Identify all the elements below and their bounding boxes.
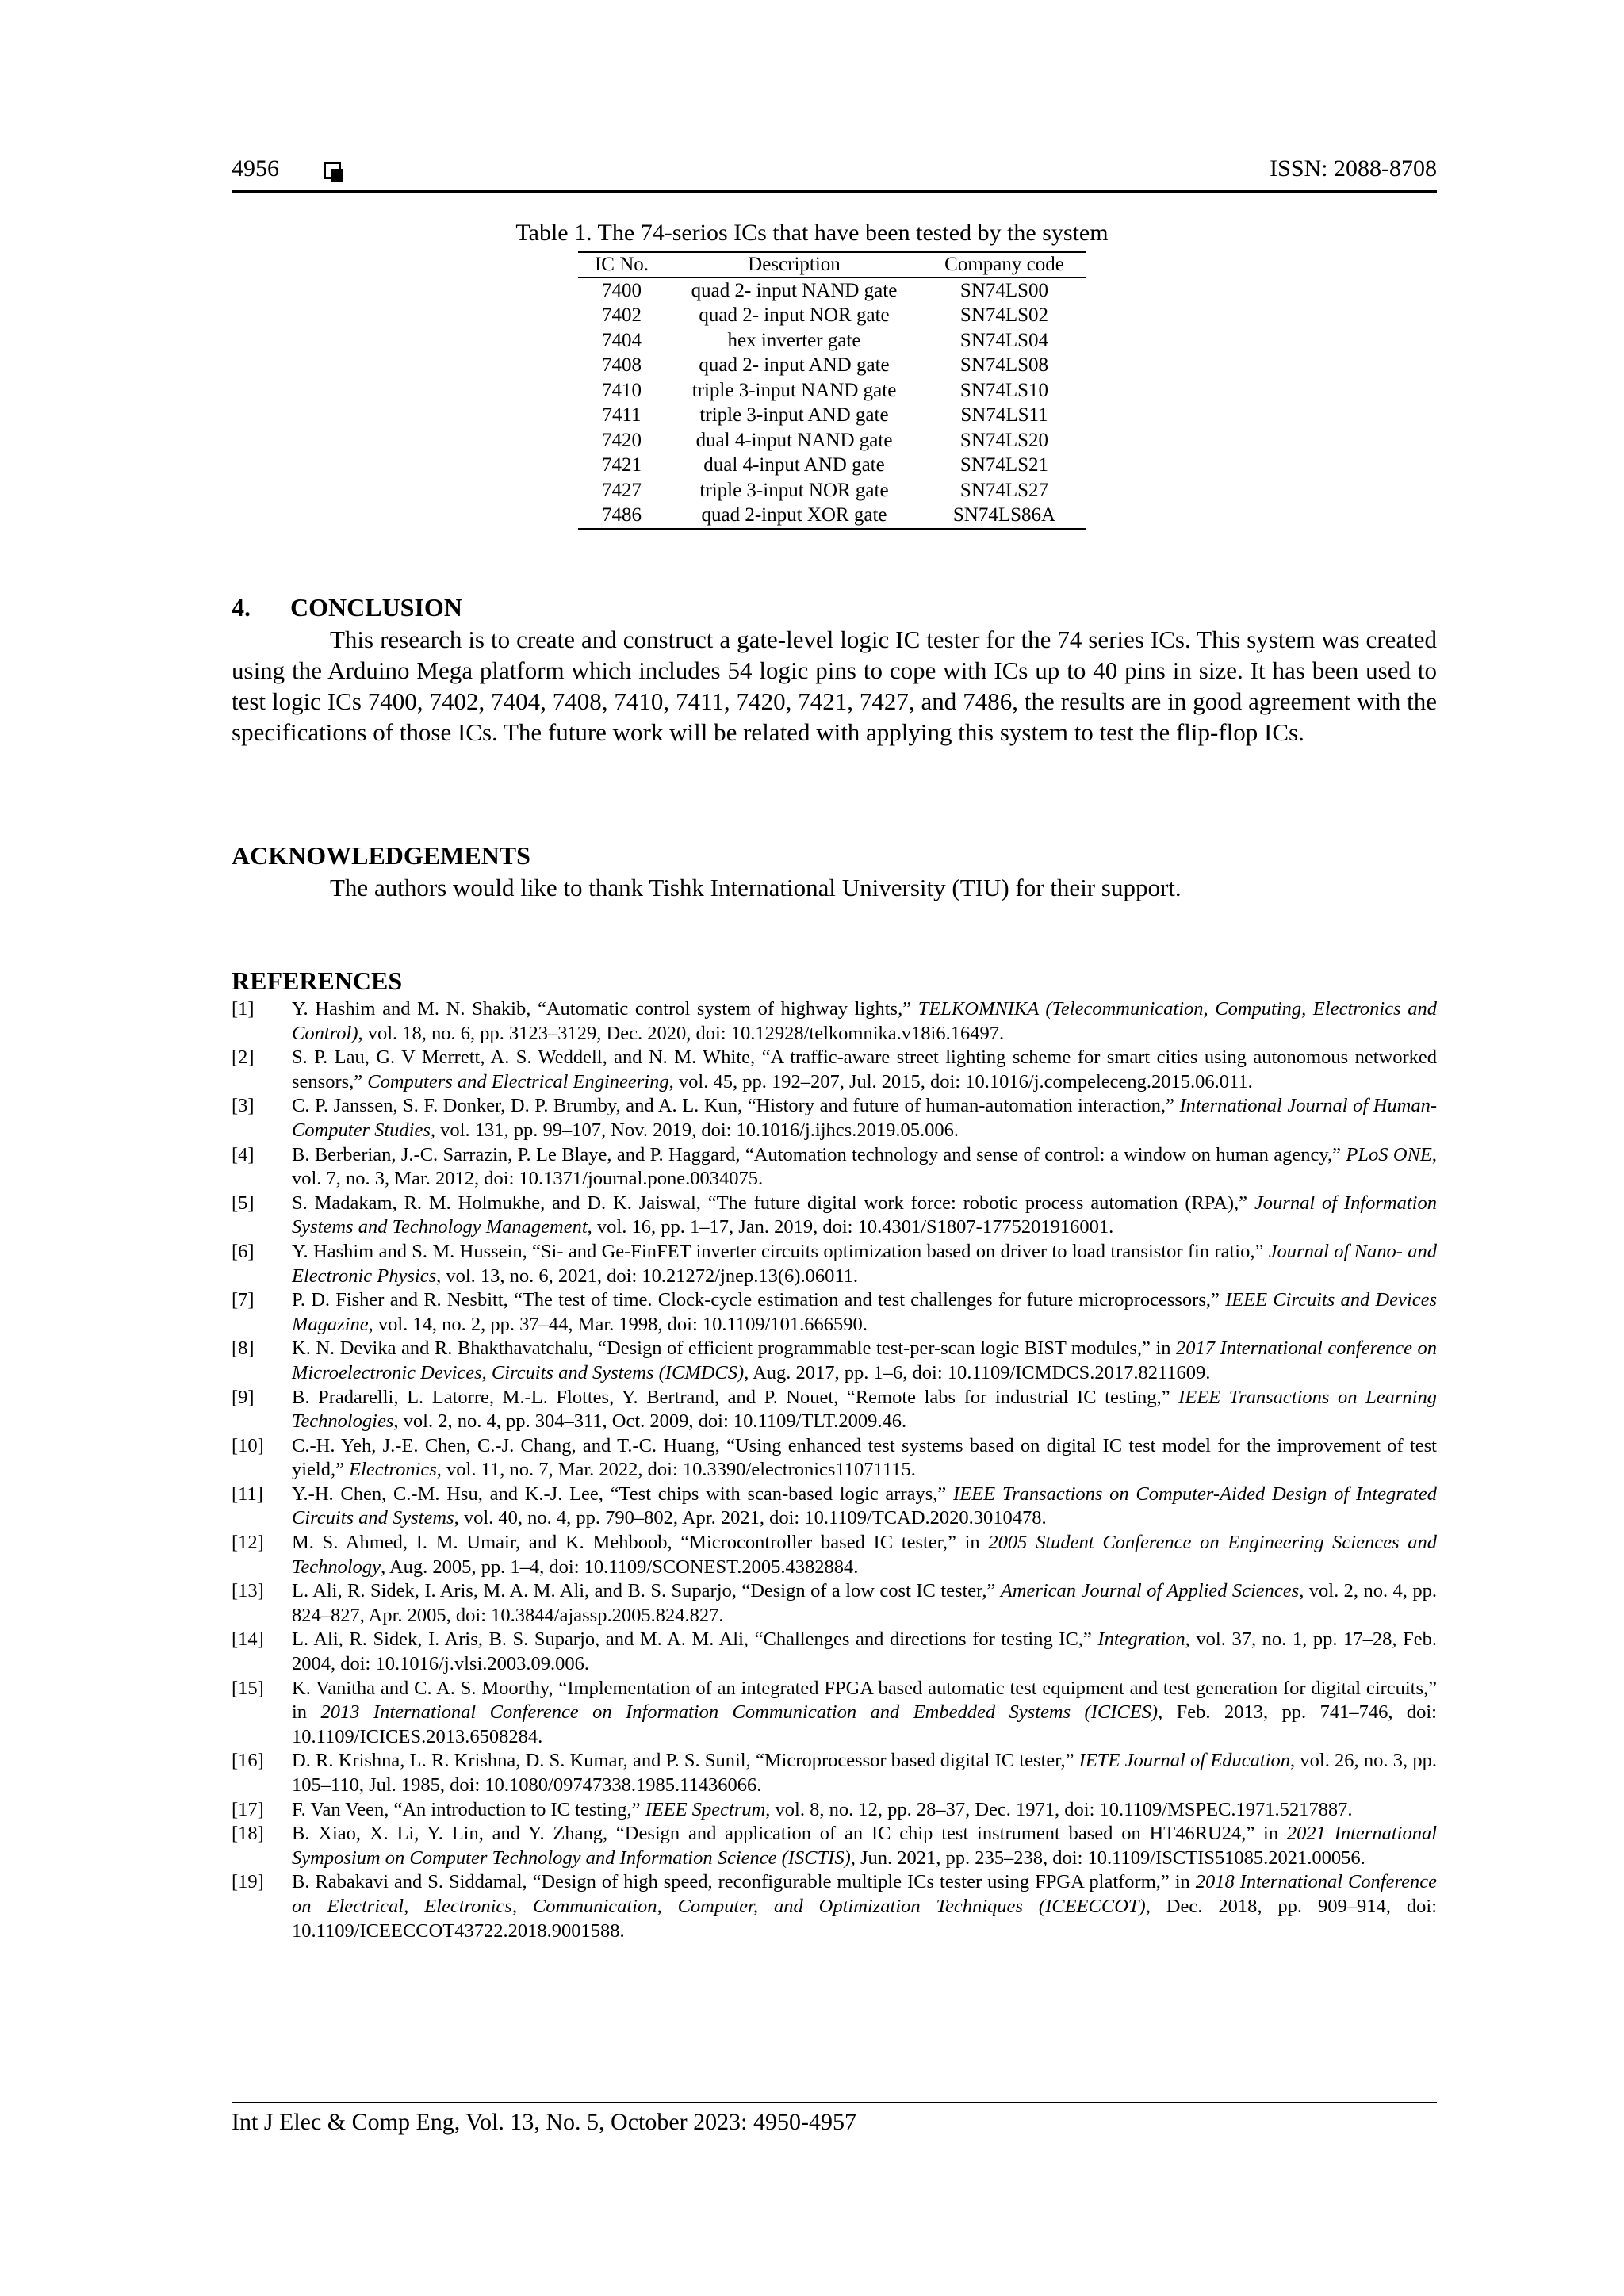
reference-number: [10]	[232, 1434, 264, 1456]
reference-details: , vol. 13, no. 6, 2021, doi: 10.21272/jnep.13(6).06011.	[436, 1265, 859, 1287]
company-code-cell: SN74LS20	[959, 429, 1049, 451]
reference-number: [14]	[232, 1628, 264, 1651]
table-row	[578, 304, 1086, 329]
company-code-cell: SN74LS04	[959, 329, 1049, 351]
reference-text: D. R. Krishna, L. R. Krishna, D. S. Kumar, and P. S. Sunil, “Microprocessor based digital IC tester,”	[292, 1750, 1079, 1772]
reference-source: American Journal of Applied Sciences	[1000, 1580, 1300, 1602]
reference-item	[232, 1288, 1437, 1337]
ic-number-cell: 7402	[602, 304, 642, 327]
reference-number: [11]	[232, 1483, 263, 1505]
reference-text: K. N. Devika and R. Bhakthavatchalu, “Design of efficient programmable test-per-scan logic BIST modules,” in	[292, 1337, 1177, 1360]
reference-number: [9]	[232, 1386, 255, 1408]
reference-item	[232, 1677, 1437, 1750]
reference-source: IEEE Spectrum	[645, 1798, 766, 1820]
reference-details: , vol. 26, no. 3, pp. 105–110, Jul. 1985, doi: 10.1080/09747338.1985.11436066.	[292, 1750, 1437, 1796]
company-code-cell: SN74LS86A	[923, 503, 1086, 530]
square-bullet-icon	[324, 162, 341, 179]
reference-source: TELKOMNIKA (Telecommunication, Computing, Electronics and Control)	[292, 998, 1437, 1044]
reference-item	[232, 1749, 1437, 1797]
description-cell: quad 2- input AND gate	[699, 354, 890, 377]
reference-source: Integration	[1097, 1628, 1185, 1651]
reference-details: , vol. 40, no. 4, pp. 790–802, Apr. 2021, doi: 10.1109/TCAD.2020.3010478.	[454, 1507, 1047, 1529]
description-cell: hex inverter gate	[727, 329, 861, 351]
page-number: 4956	[232, 155, 279, 182]
reference-number: [13]	[232, 1580, 264, 1602]
reference-number: [18]	[232, 1823, 264, 1845]
company-code-cell: SN74LS10	[959, 379, 1049, 401]
acknowledgements-text: The authors would like to thank Tishk International University (TIU) for their support.	[330, 874, 1182, 901]
reference-source: 2018 International Conference on Electrical, Electronics, Communication, Computer, and Optimization Techniques (ICEECCOT)	[292, 1871, 1437, 1917]
description-cell: dual 4-input AND gate	[703, 454, 885, 476]
table-row	[578, 277, 1086, 304]
conclusion-heading	[232, 593, 462, 622]
page-footer: Int J Elec & Comp Eng, Vol. 13, No. 5, October 2023: 4950-4957	[232, 2109, 856, 2135]
reference-source: 2005 Student Conference on Engineering Sciences and Technology	[292, 1532, 1438, 1578]
table-caption: Table 1. The 74-serios ICs that have been tested by the system	[515, 220, 1109, 246]
company-code-cell: SN74LS27	[959, 479, 1049, 501]
table-row	[578, 328, 1086, 354]
reference-item	[232, 1046, 1437, 1094]
reference-item	[232, 1240, 1437, 1288]
ic-table	[578, 251, 1086, 530]
references-heading: REFERENCES	[232, 966, 403, 995]
reference-details: , Dec. 2018, pp. 909–914, doi: 10.1109/ICEECCOT43722.2018.9001588.	[292, 1895, 1437, 1942]
reference-number: [4]	[232, 1143, 255, 1165]
reference-item	[232, 1192, 1437, 1240]
reference-item	[232, 997, 1437, 1046]
reference-details: , vol. 2, no. 4, pp. 824–827, Apr. 2005, doi: 10.3844/ajassp.2005.824.827.	[292, 1580, 1437, 1626]
company-code-cell: SN74LS11	[960, 404, 1048, 427]
reference-details: , Feb. 2013, pp. 741–746, doi: 10.1109/ICICES.2013.6508284.	[292, 1701, 1437, 1747]
reference-text: M. S. Ahmed, I. M. Umair, and K. Mehboob, “Microcontroller based IC tester,” in	[292, 1532, 989, 1554]
reference-details: , vol. 2, no. 4, pp. 304–311, Oct. 2009, doi: 10.1109/TLT.2009.46.	[393, 1410, 907, 1433]
reference-details: , vol. 11, no. 7, Mar. 2022, doi: 10.3390/electronics11071115.	[436, 1459, 916, 1481]
ic-number-cell: 7404	[602, 329, 642, 351]
reference-text: Y. Hashim and S. M. Hussein, “Si- and Ge-FinFET inverter circuits optimization based on driver to load transistor fin ratio,”	[292, 1240, 1269, 1262]
footer-rule	[232, 2102, 1437, 2103]
reference-number: [7]	[232, 1289, 255, 1311]
section-number: 4.	[232, 593, 251, 622]
reference-text: L. Ali, R. Sidek, I. Aris, M. A. M. Ali, and B. S. Suparjo, “Design of a low cost IC tester,”	[292, 1580, 1001, 1602]
ic-number-cell: 7486	[578, 503, 665, 530]
description-cell: dual 4-input NAND gate	[695, 429, 893, 451]
table-row	[578, 503, 1086, 530]
reference-text: C.-H. Yeh, J.-E. Chen, C.-J. Chang, and T.-C. Huang, “Using enhanced test systems based on digital IC test model for the improvement of test yield,”	[292, 1434, 1437, 1481]
reference-source: Journal of Information Systems and Technology Management	[292, 1192, 1437, 1238]
column-header: Company code	[923, 252, 1086, 277]
description-cell: quad 2- input NAND gate	[691, 279, 898, 301]
reference-details: , vol. 14, no. 2, pp. 37–44, Mar. 1998, doi: 10.1109/101.666590.	[368, 1313, 868, 1335]
reference-details: , vol. 45, pp. 192–207, Jul. 2015, doi: 10.1016/j.compeleceng.2015.06.011.	[668, 1070, 1253, 1093]
ic-number-cell: 7408	[602, 354, 642, 377]
reference-details: , vol. 18, no. 6, pp. 3123–3129, Dec. 2020, doi: 10.12928/telkomnika.v18i6.16497.	[358, 1022, 1005, 1044]
reference-item	[232, 1143, 1437, 1192]
reference-text: Y.-H. Chen, C.-M. Hsu, and K.-J. Lee, “Test chips with scan-based logic arrays,”	[292, 1483, 954, 1505]
table-row	[578, 404, 1086, 429]
table-row	[578, 354, 1086, 379]
issn-label: ISSN: 2088-8708	[1270, 155, 1437, 182]
reference-source: IEEE Transactions on Learning Technologies	[292, 1386, 1437, 1433]
reference-text: B. Berberian, J.-C. Sarrazin, P. Le Blaye, and P. Haggard, “Automation technology and sense of control: a window on human agency,”	[292, 1143, 1346, 1165]
reference-number: [17]	[232, 1798, 264, 1820]
reference-text: K. Vanitha and C. A. S. Moorthy, “Implementation of an integrated FPGA based automatic test equipment and test generation for digital circuits,” in	[292, 1677, 1437, 1724]
reference-item	[232, 1094, 1437, 1142]
reference-text: B. Xiao, X. Li, Y. Lin, and Y. Zhang, “Design and application of an IC chip test instrument based on HT46RU24,” in	[292, 1823, 1287, 1845]
reference-item	[232, 1386, 1437, 1434]
column-header: IC No.	[578, 252, 665, 277]
ic-number-cell: 7411	[602, 404, 642, 427]
acknowledgements-heading: ACKNOWLEDGEMENTS	[232, 841, 530, 870]
company-code-cell: SN74LS08	[959, 354, 1049, 377]
reference-text: B. Rabakavi and S. Siddamal, “Design of high speed, reconfigurable multiple ICs tester using FPGA platform,” in	[292, 1871, 1196, 1893]
reference-item	[232, 1628, 1437, 1676]
reference-source: 2021 International Symposium on Computer Technology and Information Science (ISCTIS)	[292, 1823, 1438, 1869]
reference-details: , vol. 131, pp. 99–107, Nov. 2019, doi: 10.1016/j.ijhcs.2019.05.006.	[430, 1119, 959, 1141]
company-code-cell: SN74LS00	[959, 279, 1049, 301]
reference-number: [8]	[232, 1337, 255, 1360]
conclusion-paragraph	[232, 624, 1437, 748]
reference-number: [12]	[232, 1532, 264, 1554]
reference-item	[232, 1434, 1437, 1483]
reference-details: , vol. 37, no. 1, pp. 17–28, Feb. 2004, doi: 10.1016/j.vlsi.2003.09.006.	[292, 1628, 1437, 1675]
description-cell: triple 3-input AND gate	[699, 404, 889, 427]
reference-number: [15]	[232, 1677, 264, 1699]
reference-source: 2017 International conference on Microelectronic Devices, Circuits and Systems (ICMDCS)	[292, 1337, 1437, 1383]
reference-item	[232, 1579, 1437, 1628]
reference-item	[232, 1337, 1437, 1385]
reference-number: [19]	[232, 1871, 264, 1893]
reference-details: , Aug. 2017, pp. 1–6, doi: 10.1109/ICMDCS.2017.8211609.	[744, 1361, 1211, 1383]
reference-source: Computers and Electrical Engineering	[367, 1070, 669, 1093]
table-body	[578, 277, 1086, 529]
description-cell: quad 2-input XOR gate	[665, 503, 923, 530]
reference-number: [3]	[232, 1095, 255, 1117]
description-cell: triple 3-input NAND gate	[691, 379, 897, 401]
reference-details: , vol. 8, no. 12, pp. 28–37, Dec. 1971, doi: 10.1109/MSPEC.1971.5217887.	[765, 1798, 1353, 1820]
reference-item	[232, 1798, 1437, 1823]
reference-text: Y. Hashim and M. N. Shakib, “Automatic control system of highway lights,”	[292, 998, 918, 1020]
ic-number-cell: 7427	[602, 479, 642, 501]
ic-number-cell: 7421	[602, 454, 642, 476]
table-row	[578, 378, 1086, 404]
reference-details: , vol. 16, pp. 1–17, Jan. 2019, doi: 10.4301/S1807-1775201916001.	[587, 1216, 1114, 1238]
reference-details: , Aug. 2005, pp. 1–4, doi: 10.1109/SCONEST.2005.4382884.	[381, 1556, 859, 1578]
reference-text: S. Madakam, R. M. Holmukhe, and D. K. Jaiswal, “The future digital work force: robotic process automation (RPA),”	[292, 1192, 1254, 1214]
header-rule	[232, 190, 1437, 193]
reference-text: S. P. Lau, G. V Merrett, A. S. Weddell, and N. M. White, “A traffic-aware street lighting scheme for smart cities using autonomous networked sensors,”	[292, 1047, 1437, 1093]
reference-list	[232, 997, 1437, 1943]
reference-number: [6]	[232, 1240, 255, 1262]
table-header-row	[578, 252, 1086, 277]
reference-source: IETE Journal of Education	[1078, 1750, 1291, 1772]
reference-number: [5]	[232, 1192, 255, 1214]
description-cell: quad 2- input NOR gate	[699, 304, 890, 327]
reference-details: , Jun. 2021, pp. 235–238, doi: 10.1109/ISCTIS51085.2021.00056.	[850, 1846, 1365, 1869]
reference-source: International Journal of Human-Computer Studies	[292, 1095, 1437, 1141]
reference-source: Electronics	[349, 1459, 437, 1481]
reference-number: [2]	[232, 1047, 255, 1069]
section-title: CONCLUSION	[290, 593, 462, 622]
reference-item	[232, 1822, 1437, 1870]
reference-text: B. Pradarelli, L. Latorre, M.-L. Flottes, Y. Bertrand, and P. Nouet, “Remote labs for industrial IC testing,”	[292, 1386, 1179, 1408]
table-row	[578, 453, 1086, 479]
company-code-cell: SN74LS02	[959, 304, 1049, 327]
reference-item	[232, 1870, 1437, 1943]
reference-source: IEEE Transactions on Computer-Aided Design of Integrated Circuits and Systems	[292, 1483, 1437, 1529]
reference-source: 2013 International Conference on Information Communication and Embedded Systems (ICICES)	[320, 1701, 1159, 1724]
reference-source: PLoS ONE	[1346, 1143, 1432, 1165]
ic-number-cell: 7410	[602, 379, 642, 401]
reference-text: F. Van Veen, “An introduction to IC testing,”	[292, 1798, 645, 1820]
page-header	[232, 155, 1437, 187]
table-row	[578, 428, 1086, 453]
reference-source: IEEE Circuits and Devices Magazine	[292, 1289, 1437, 1335]
reference-number: [1]	[232, 998, 255, 1020]
reference-source: Journal of Nano- and Electronic Physics	[292, 1240, 1437, 1287]
ic-number-cell: 7420	[602, 429, 642, 451]
reference-details: , vol. 7, no. 3, Mar. 2012, doi: 10.1371/journal.pone.0034075.	[292, 1143, 1437, 1190]
description-cell: triple 3-input NOR gate	[699, 479, 889, 501]
reference-text: L. Ali, R. Sidek, I. Aris, B. S. Suparjo, and M. A. M. Ali, “Challenges and directions for testing IC,”	[292, 1628, 1098, 1651]
acknowledgements-paragraph	[232, 872, 1437, 903]
table-row	[578, 478, 1086, 503]
ic-number-cell: 7400	[602, 279, 642, 301]
reference-text: P. D. Fisher and R. Nesbitt, “The test of time. Clock-cycle estimation and test challenges for future microprocessors,”	[292, 1289, 1226, 1311]
reference-item	[232, 1531, 1437, 1579]
column-header: Description	[665, 252, 923, 277]
conclusion-text: This research is to create and construct a gate-level logic IC tester for the 74 series ICs. This system was created using the Arduino Mega platform which includes 54 logic pins to cope with ICs up to 40 pins in size. It has been used to test logic ICs 7400, 7402, 7404, 7408, 7410, 7411, 7420, 7421, 7427, and 7486, the results are in good agreement with the specifications of those ICs. The future work will be related with applying this system to test the flip-flop ICs.	[232, 626, 1437, 746]
reference-text: C. P. Janssen, S. F. Donker, D. P. Brumby, and A. L. Kun, “History and future of human-automation interaction,”	[292, 1095, 1180, 1117]
reference-item	[232, 1483, 1437, 1531]
company-code-cell: SN74LS21	[959, 454, 1049, 476]
reference-number: [16]	[232, 1750, 264, 1772]
